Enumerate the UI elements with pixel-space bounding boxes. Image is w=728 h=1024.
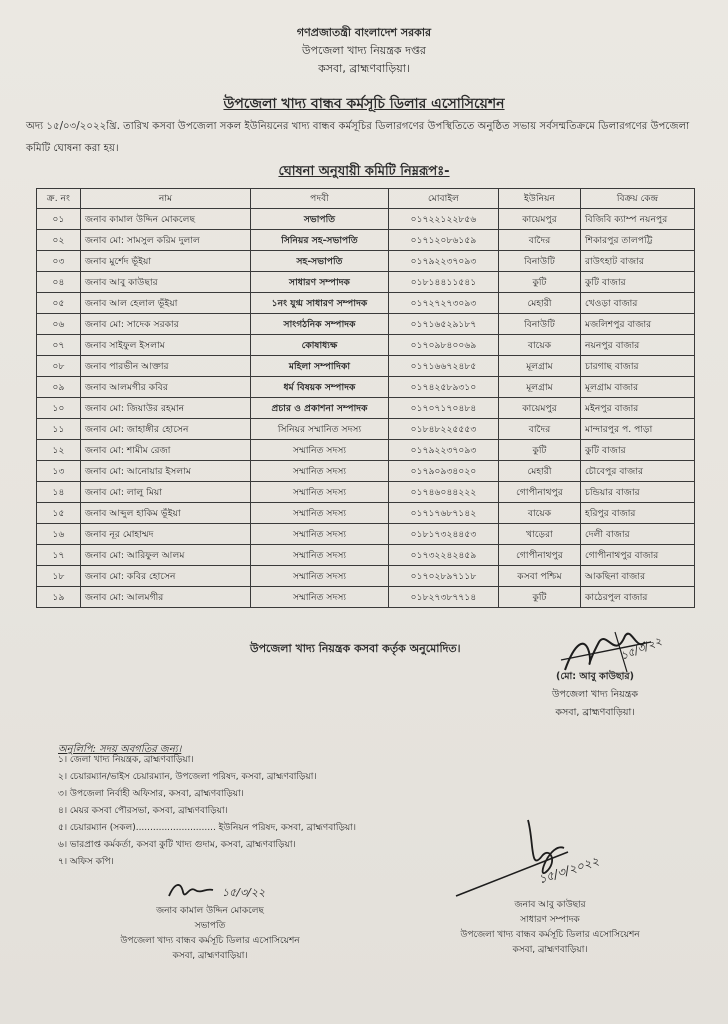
cell-union: বায়েক [499,335,581,356]
cell-union: কায়েমপুর [499,209,581,230]
table-row [37,545,695,566]
cell-designation: সভাপতি [251,209,389,230]
cell-serial: ০৮ [37,356,81,377]
cell-serial: ০৩ [37,251,81,272]
table-row [37,419,695,440]
table-row [37,503,695,524]
cell-name: জনাব মো: সাদেক সরকার [81,314,251,335]
cell-name: জনাব মো: আনোয়ার ইসলাম [81,461,251,482]
secretary-name: জনাব আবু কাউছার [514,900,586,910]
cell-union: বাদৈর [499,419,581,440]
cell-name: জনাব আল হেলাল ভূঁইয়া [81,293,251,314]
cell-designation: কোষাধ্যক্ষ [251,335,389,356]
cell-sales-center: রাউৎহাট বাজার [581,251,695,272]
association-title: উপজেলা খাদ্য বান্ধব কর্মসূচি ডিলার এসোসিয়েশন [223,96,505,112]
cell-designation: সম্মানিত সদস্য [251,461,389,482]
cell-designation: সম্মানিত সদস্য [251,545,389,566]
officer-sign-date: ১৫/৩/২২ [618,634,664,663]
cell-mobile: ০১৭২৭২৭৩০৯৩ [389,293,499,314]
table-row [37,566,695,587]
cc-item: ৩। উপজেলা নির্বাহী অফিসার, কসবা, ব্রাহ্মণবাড়িয়া। [58,789,244,799]
cell-name: জনাব মো: লালু মিয়া [81,482,251,503]
cell-mobile: ০১৮২৭৩৮৭৭১৪ [389,587,499,608]
cell-designation: সম্মানিত সদস্য [251,524,389,545]
cell-serial: ০৪ [37,272,81,293]
cell-serial: ০৯ [37,377,81,398]
table-row [37,356,695,377]
cell-sales-center: মান্দারপুর প. পাড়া [581,419,695,440]
cell-sales-center: নয়নপুর বাজার [581,335,695,356]
president-name: জনাব কামাল উদ্দিন মোকলেছ [156,906,264,916]
office-header: উপজেলা খাদ্য নিয়ন্ত্রক দপ্তর [302,44,426,57]
cell-union: বাদৈর [499,230,581,251]
cell-sales-center: আকছিনা বাজার [581,566,695,587]
cell-designation: সম্মানিত সদস্য [251,482,389,503]
cell-sales-center: মইনপুর বাজার [581,398,695,419]
cell-designation: সম্মানিত সদস্য [251,566,389,587]
cell-union: বিনাউটি [499,251,581,272]
cell-sales-center: চারগাছ বাজার [581,356,695,377]
cell-sales-center: মজলিশপুর বাজার [581,314,695,335]
cell-serial: ১৫ [37,503,81,524]
cell-union: মূলগ্রাম [499,356,581,377]
cc-item: ২। চেয়ারম্যান/ভাইস চেয়ারম্যান, উপজেলা পরিষদ, কসবা, ব্রাহ্মণবাড়িয়া। [58,772,317,782]
table-row [37,209,695,230]
cell-name: জনাব কামাল উদ্দিন মোকলেছ [81,209,251,230]
cell-sales-center: কুটি বাজার [581,272,695,293]
cell-union: মেহারী [499,461,581,482]
table-row [37,335,695,356]
cell-sales-center: গোপীনাথপুর বাজার [581,545,695,566]
cell-serial: ১৭ [37,545,81,566]
table-row [37,272,695,293]
cc-item: ৬। ভারপ্রাপ্ত কর্মকর্তা, কসবা কুটি খাদ্য গুদাম, কসবা, ব্রাহ্মণবাড়িয়া। [58,840,296,850]
officer-title: উপজেলা খাদ্য নিয়ন্ত্রক [551,689,638,700]
cell-mobile: ০১৭১৭৬৮৭১৪২ [389,503,499,524]
cell-union: বিনাউটি [499,314,581,335]
committee-subtitle: ঘোষনা অনুযায়ী কমিটি নিম্নরূপঃ- [278,164,450,179]
cell-union: কুটি [499,587,581,608]
cell-name: জনাব মো: শামীম রেজা [81,440,251,461]
cell-designation: সম্মানিত সদস্য [251,440,389,461]
cc-list [58,752,356,871]
cell-designation: সাধারণ সম্পাদক [251,272,389,293]
cell-mobile: ০১৭২২১২২৮৫৬ [389,209,499,230]
cell-sales-center: দেলী বাজার [581,524,695,545]
secretary-place: কসবা, ব্রাহ্মণবাড়িয়া। [512,945,588,955]
col-header-mobile: মোবাইল [389,189,499,209]
cell-mobile: ০১৮১৪৪১১৫৪১ [389,272,499,293]
table-row [37,230,695,251]
table-row [37,482,695,503]
cell-serial: ১৮ [37,566,81,587]
cell-designation: সম্মানিত সদস্য [251,587,389,608]
cell-mobile: ০১৭৯২২৩৭০৯৩ [389,440,499,461]
cell-designation: মহিলা সম্পাদিকা [251,356,389,377]
cell-name: জনাব মো: জিয়াউর রহমান [81,398,251,419]
location-header: কসবা, ব্রাহ্মণবাড়িয়া। [318,62,410,75]
table-row [37,587,695,608]
cell-mobile: ০১৭৯২২৩৭০৯৩ [389,251,499,272]
cell-designation: সিনিয়র সহ-সভাপতি [251,230,389,251]
cc-item: ৫। চেয়ারম্যান (সকল)............................ ইউনিয়ন পরিষদ, কসবা, ব্রাহ্মণবাড়িয়া। [58,823,356,833]
cell-serial: ০৭ [37,335,81,356]
table-row [37,524,695,545]
cell-union: খাড়েরা [499,524,581,545]
cc-item: ৭। অফিস কপি। [58,857,114,867]
cell-mobile: ০১৭৯০৯৩৪০২০ [389,461,499,482]
table-row [37,314,695,335]
cell-name: জনাব আবু কাউছার [81,272,251,293]
cell-mobile: ০১৭৩২২৪২৪৫৯ [389,545,499,566]
table-header-row [37,189,695,209]
cell-serial: ১৪ [37,482,81,503]
col-header-name: নাম [81,189,251,209]
cell-name: জনাব মো: জাহাঙ্গীর হোসেন [81,419,251,440]
secretary-block [420,898,680,958]
cell-name: জনাব সাইফুল ইসলাম [81,335,251,356]
cell-serial: ০২ [37,230,81,251]
cell-designation: সম্মানিত সদস্য [251,503,389,524]
secretary-signature [450,812,590,904]
president-sign-date: ১৫/৩/২২ [222,886,266,899]
cell-designation: ১নং যুগ্ম সাধারণ সম্পাদক [251,293,389,314]
table-row [37,440,695,461]
cc-item: ১। জেলা খাদ্য নিয়ন্ত্রক, ব্রাহ্মণবাড়িয়া। [58,755,194,765]
cell-name: জনাব আলমগীর কবির [81,377,251,398]
govt-header: গণপ্রজাতন্ত্রী বাংলাদেশ সরকার [296,26,432,39]
cell-union: কসবা পশ্চিম [499,566,581,587]
cell-mobile: ০১৭০৭১৭০৪৮৪ [389,398,499,419]
cell-name: জনাব পারভীন আক্তার [81,356,251,377]
cell-mobile: ০১৭১৬৫২৯১৮৭ [389,314,499,335]
cell-union: মূলগ্রাম [499,377,581,398]
officer-place: কসবা, ব্রাহ্মণবাড়িয়া। [555,707,635,718]
col-header-union: ইউনিয়ন [499,189,581,209]
committee-table [36,188,695,608]
cell-mobile: ০১৭৪২৫৮৯৩১০ [389,377,499,398]
cell-union: গোপীনাথপুর [499,482,581,503]
cell-mobile: ০১৭১৬৬৭২৪৮৫ [389,356,499,377]
cell-serial: ১২ [37,440,81,461]
cell-name: জনাব মুর্শেদ ভূঁইয়া [81,251,251,272]
cell-sales-center: শিকারপুর তালপট্টি [581,230,695,251]
president-role: সভাপতি [194,921,226,931]
cell-sales-center: চৌবেপুর বাজার [581,461,695,482]
president-block [90,904,330,964]
cell-designation: সিনিয়র সম্মানিত সদস্য [251,419,389,440]
cell-designation: ধর্ম বিষয়ক সম্পাদক [251,377,389,398]
cell-union: কুটি [499,440,581,461]
cell-name: জনাব মো: আলমগীর [81,587,251,608]
col-header-designation: পদবী [251,189,389,209]
table-body [37,209,695,608]
cell-union: বায়েক [499,503,581,524]
cell-serial: ১৯ [37,587,81,608]
cell-sales-center: খেওড়া বাজার [581,293,695,314]
cell-sales-center: কুটি বাজার [581,440,695,461]
cell-name: জনাব মো: সামসুল করিম দুলাল [81,230,251,251]
cell-serial: ১৬ [37,524,81,545]
cell-mobile: ০১৭০৯৮৪০০৬৯ [389,335,499,356]
cell-serial: ০১ [37,209,81,230]
intro-paragraph: অদ্য ১৫/০৩/২০২২খ্রি. তারিখ কসবা উপজেলা সকল ইউনিয়নের খাদ্য বান্ধব কর্মসূচির ডিলারগণের উপস্থিতিতে অনুষ্ঠিত সভায় সর্বসম্মতিক্রমে ডিলারগণের উপজেলা কমিটি ঘোষনা করা হয়। [26,121,690,154]
table-row [37,293,695,314]
cell-sales-center: বিজিবি ক্যাম্প নয়নপুর [581,209,695,230]
cell-mobile: ০১৮১৭৩২৪৪৫৩ [389,524,499,545]
cell-mobile: ০১৭৪৬০৪৪২২২ [389,482,499,503]
col-header-sales-center: বিক্রয় কেন্দ্র [581,189,695,209]
cell-sales-center: হরিপুর বাজার [581,503,695,524]
cell-designation: সহ-সভাপতি [251,251,389,272]
cell-serial: ১০ [37,398,81,419]
cell-serial: ১১ [37,419,81,440]
table-row [37,377,695,398]
cell-name: জনাব মো: কবির হোসেন [81,566,251,587]
cell-name: জনাব নূর মোহাম্মদ [81,524,251,545]
secretary-sign-date: ১৫/৩/২০২২ [536,853,601,887]
cell-mobile: ০১৭১২০৮৬১৫৯ [389,230,499,251]
cell-serial: ০৬ [37,314,81,335]
table-row [37,398,695,419]
cell-designation: প্রচার ও প্রকাশনা সম্পাদক [251,398,389,419]
table-row [37,251,695,272]
cc-item: ৪। মেয়র কসবা পৌরসভা, কসবা, ব্রাহ্মণবাড়িয়া। [58,806,228,816]
col-header-serial: ক্র. নং [37,189,81,209]
cell-serial: ১৩ [37,461,81,482]
secretary-org: উপজেলা খাদ্য বান্ধব কর্মসূচি ডিলার এসোসিয়েশন [460,930,640,940]
approval-note: উপজেলা খাদ্য নিয়ন্ত্রক কসবা কর্তৃক অনুমোদিত। [250,642,461,655]
cell-sales-center: চন্ডিয়ার বাজার [581,482,695,503]
cell-mobile: ০১৭০২৮৯৭১১৮ [389,566,499,587]
officer-name: (মো: আবু কাউছার) [556,671,634,682]
cell-name: জনাব মো: আরিফুল আলম [81,545,251,566]
cell-union: কায়েমপুর [499,398,581,419]
president-org: উপজেলা খাদ্য বান্ধব কর্মসূচি ডিলার এসোসিয়েশন [120,936,300,946]
cell-sales-center: কাঠেরপুল বাজার [581,587,695,608]
president-place: কসবা, ব্রাহ্মণবাড়িয়া। [172,951,248,961]
cell-sales-center: মূলগ্রাম বাজার [581,377,695,398]
cell-union: কুটি [499,272,581,293]
cell-designation: সাংগঠনিক সম্পাদক [251,314,389,335]
cell-mobile: ০১৮৪৮২২৫৫৫৩ [389,419,499,440]
cell-union: গোপীনাথপুর [499,545,581,566]
secretary-role: সাধারণ সম্পাদক [520,915,580,925]
table-row [37,461,695,482]
cell-name: জনাব আব্দুল হাকিম ভূঁইয়া [81,503,251,524]
cell-serial: ০৫ [37,293,81,314]
cell-union: মেহারী [499,293,581,314]
cc-title: অনুলিপি: সদয় অবগতির জন্য। [58,744,182,755]
